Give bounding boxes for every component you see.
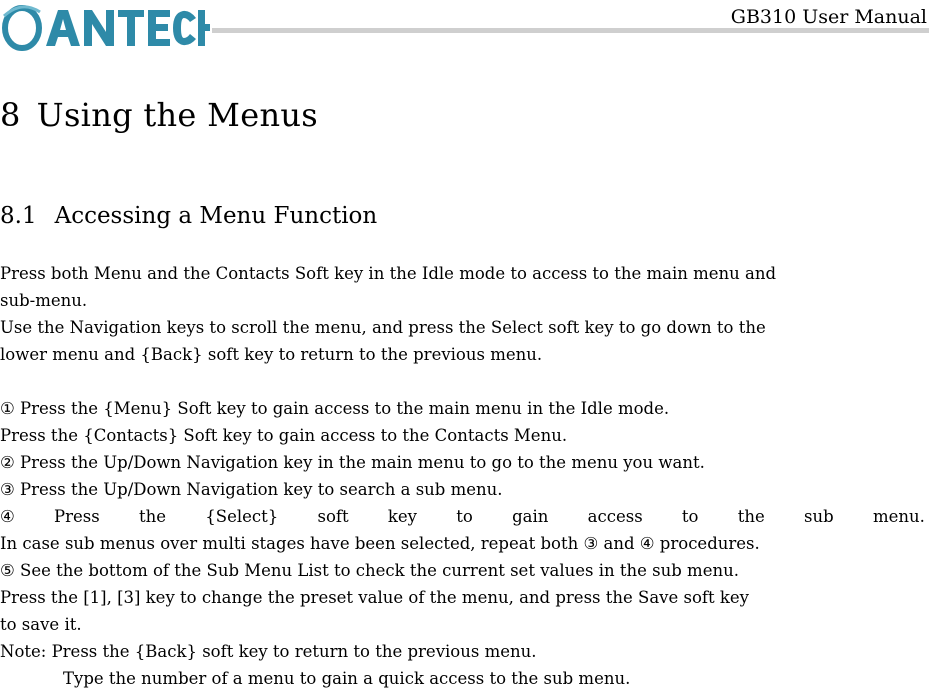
step-line: ⑤ See the bottom of the Sub Menu List to check the current set values in the sub menu. bbox=[0, 561, 739, 580]
section-number: 8 bbox=[0, 96, 21, 134]
step-line: Press the [1], [3] key to change the preset value of the menu, and press the Save soft key bbox=[0, 588, 749, 607]
steps-list bbox=[0, 395, 927, 692]
subsection-title: Accessing a Menu Function bbox=[54, 203, 378, 229]
step-word: ④ bbox=[0, 507, 15, 526]
step-word: the bbox=[737, 507, 765, 526]
header-rule bbox=[212, 28, 929, 33]
step-word: Press bbox=[54, 507, 100, 526]
note-line: Note: Press the {Back} soft key to return to the previous menu. bbox=[0, 642, 537, 661]
subsection-heading bbox=[0, 203, 377, 229]
step-4-line bbox=[0, 503, 925, 530]
step-line: ② Press the Up/Down Navigation key in the main menu to go to the menu you want. bbox=[0, 453, 705, 472]
section-title: Using the Menus bbox=[36, 96, 318, 134]
step-line: ③ Press the Up/Down Navigation key to search a sub menu. bbox=[0, 480, 503, 499]
note-indented-line: Type the number of a menu to gain a quick access to the sub menu. bbox=[63, 669, 631, 688]
pantech-logo bbox=[0, 2, 210, 54]
step-word: to bbox=[456, 507, 473, 526]
step-word: menu. bbox=[872, 507, 925, 526]
section-heading bbox=[0, 96, 318, 134]
subsection-number: 8.1 bbox=[0, 203, 37, 229]
paragraph-line: lower menu and {Back} soft key to return to the previous menu. bbox=[0, 345, 543, 364]
step-line: In case sub menus over multi stages have been selected, repeat both ③ and ④ procedures. bbox=[0, 534, 760, 553]
step-word: gain bbox=[512, 507, 549, 526]
step-word: to bbox=[681, 507, 699, 526]
step-word: key bbox=[387, 507, 417, 526]
step-word: {Select} bbox=[205, 507, 279, 526]
step-word: soft bbox=[317, 507, 349, 526]
step-line: ① Press the {Menu} Soft key to gain access to the main menu in the Idle mode. bbox=[0, 399, 670, 418]
paragraph-line: sub-menu. bbox=[0, 291, 88, 310]
paragraph-line: Use the Navigation keys to scroll the menu, and press the Select soft key to go down to the bbox=[0, 318, 766, 337]
document-title: GB310 User Manual bbox=[730, 6, 927, 28]
paragraph-line: Press both Menu and the Contacts Soft key in the Idle mode to access to the main menu and bbox=[0, 264, 777, 283]
step-word: the bbox=[139, 507, 167, 526]
step-word: access bbox=[587, 507, 643, 526]
step-word: sub bbox=[804, 507, 834, 526]
step-line: to save it. bbox=[0, 615, 82, 634]
intro-paragraph bbox=[0, 260, 927, 368]
step-line: Press the {Contacts} Soft key to gain access to the Contacts Menu. bbox=[0, 426, 568, 445]
